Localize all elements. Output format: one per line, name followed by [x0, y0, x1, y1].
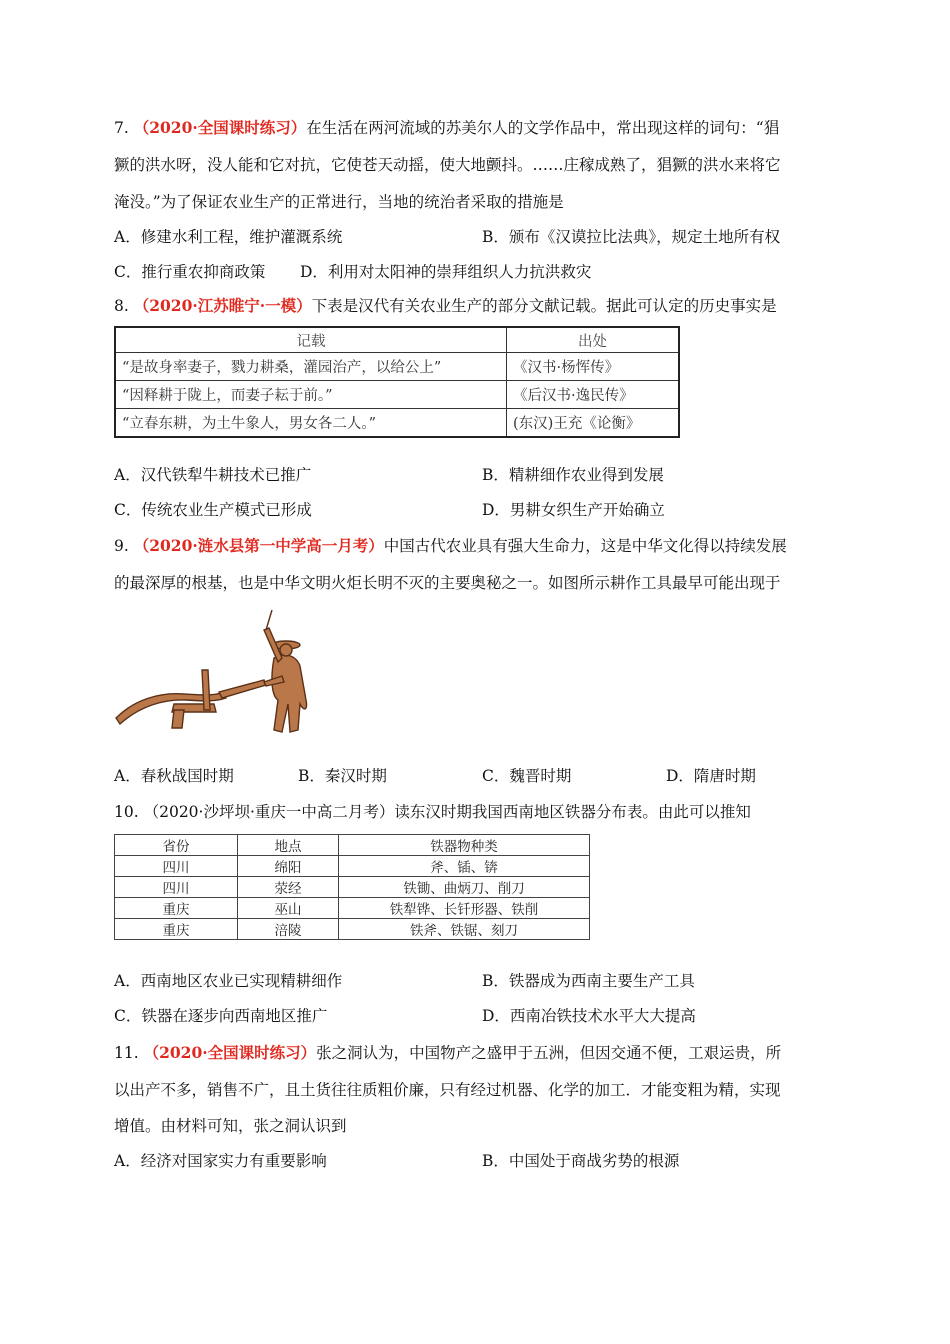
q7-option-b[interactable]: B．颁布《汉谟拉比法典》，规定土地所有权 — [482, 228, 781, 246]
q11-stem-2: 以出产不多，销售不广，且土货往往质粗价廉，只有经过机器、化学的加工．才能变粗为精，实现 — [114, 1081, 781, 1099]
table-cell: “是故身率妻子，戮力耕桑，灌园治产，以给公上” — [115, 353, 507, 381]
q10-number: 10. — [114, 803, 139, 821]
q11-source: （2020·全国课时练习） — [143, 1043, 317, 1062]
q10-line-1 — [114, 802, 751, 822]
q11-option-b[interactable]: B．中国处于商战劣势的根源 — [482, 1152, 680, 1170]
table-cell: 铁犁铧、长钎形器、铁削 — [339, 898, 590, 919]
q8-option-a[interactable]: A．汉代铁犁牛耕技术已推广 — [114, 466, 312, 484]
q9-option-a[interactable]: A．春秋战国时期 — [114, 767, 234, 785]
table-cell: 四川 — [115, 877, 238, 898]
q8-option-c[interactable]: C．传统农业生产模式已形成 — [114, 501, 312, 519]
q7-option-a[interactable]: A．修建水利工程，维护灌溉系统 — [114, 228, 343, 246]
table-cell: 荥经 — [238, 877, 339, 898]
q10-source: （2020·沙坪坝·重庆一中高二月考） — [143, 803, 395, 821]
q11-stem-1: 张之洞认为，中国物产之盛甲于五洲，但因交通不便，工艰运贵，所 — [316, 1044, 782, 1062]
table-cell: 绵阳 — [238, 856, 339, 877]
table-cell: 铁锄、曲炳刀、削刀 — [339, 877, 590, 898]
table-cell: 铁斧、铁锯、刻刀 — [339, 919, 590, 940]
q9-number: 9. — [114, 537, 129, 555]
q11-line-1 — [114, 1043, 781, 1063]
table-header-cell: 地点 — [238, 835, 339, 856]
q8-source: （2020·江苏睢宁·一模） — [133, 296, 312, 315]
q10-table — [114, 834, 590, 940]
table-cell: “立春东耕，为土牛象人，男女各二人。” — [115, 409, 507, 438]
table-cell: “因释耕于陇上，而妻子耘于前。” — [115, 381, 507, 409]
q8-stem: 下表是汉代有关农业生产的部分文献记载。据此可认定的历史事实是 — [311, 297, 777, 315]
table-row — [115, 381, 679, 409]
table-row — [115, 409, 679, 438]
q7-source: （2020·全国课时练习） — [133, 118, 307, 137]
q7-option-c[interactable]: C．推行重农抑商政策 — [114, 263, 266, 281]
q8-line-1 — [114, 296, 777, 316]
table-header-cell: 出处 — [507, 327, 680, 353]
q9-option-d[interactable]: D．隋唐时期 — [666, 767, 756, 785]
q9-option-c[interactable]: C．魏晋时期 — [482, 767, 572, 785]
q10-stem: 读东汉时期我国西南地区铁器分布表。由此可以推知 — [394, 803, 751, 821]
q11-number: 11. — [114, 1044, 139, 1062]
q8-table — [114, 326, 680, 438]
q7-stem-2: 獗的洪水呀，没人能和它对抗，它使苍天动摇，使大地颤抖。……庄稼成熟了，猖獗的洪水来将它 — [114, 156, 781, 174]
table-row — [115, 898, 590, 919]
table-row — [115, 856, 590, 877]
table-cell: 重庆 — [115, 919, 238, 940]
q11-stem-3: 增值。由材料可知，张之洞认识到 — [114, 1117, 347, 1135]
q9-stem-2: 的最深厚的根基，也是中华文明火炬长明不灭的主要奥秘之一。如图所示耕作工具最早可能出现于 — [114, 574, 781, 592]
q7-number: 7. — [114, 119, 129, 137]
table-cell: 四川 — [115, 856, 238, 877]
q10-option-b[interactable]: B．铁器成为西南主要生产工具 — [482, 972, 695, 990]
table-row — [115, 919, 590, 940]
table-header-row — [115, 327, 679, 353]
plow-illustration — [114, 600, 314, 740]
table-header-row — [115, 835, 590, 856]
table-cell: (东汉)王充《论衡》 — [507, 409, 680, 438]
table-cell: 斧、锸、锛 — [339, 856, 590, 877]
table-cell: 《后汉书·逸民传》 — [507, 381, 680, 409]
q9-stem-1: 中国古代农业具有强大生命力，这是中华文化得以持续发展 — [383, 537, 787, 555]
table-header-cell: 省份 — [115, 835, 238, 856]
table-row — [115, 877, 590, 898]
q8-number: 8. — [114, 297, 129, 315]
q9-source: （2020·涟水县第一中学高一月考） — [133, 536, 384, 555]
table-cell: 重庆 — [115, 898, 238, 919]
q7-stem-3: 淹没。”为了保证农业生产的正常进行，当地的统治者采取的措施是 — [114, 193, 564, 211]
table-cell: 涪陵 — [238, 919, 339, 940]
table-row — [115, 353, 679, 381]
q7-option-d[interactable]: D．利用对太阳神的崇拜组织人力抗洪救灾 — [300, 263, 592, 281]
q11-option-a[interactable]: A．经济对国家实力有重要影响 — [114, 1152, 327, 1170]
table-cell: 《汉书·杨恽传》 — [507, 353, 680, 381]
table-cell: 巫山 — [238, 898, 339, 919]
q10-option-c[interactable]: C．铁器在逐步向西南地区推广 — [114, 1007, 328, 1025]
q8-option-d[interactable]: D．男耕女织生产开始确立 — [482, 501, 665, 519]
q10-option-d[interactable]: D．西南冶铁技术水平大大提高 — [482, 1007, 696, 1025]
table-header-cell: 记载 — [115, 327, 507, 353]
q7-line-1 — [114, 118, 779, 138]
q9-line-1 — [114, 536, 787, 556]
q7-stem-1: 在生活在两河流域的苏美尔人的文学作品中，常出现这样的词句：“猖 — [306, 119, 780, 137]
q10-option-a[interactable]: A．西南地区农业已实现精耕细作 — [114, 972, 343, 990]
table-header-cell: 铁器物种类 — [339, 835, 590, 856]
q9-option-b[interactable]: B．秦汉时期 — [298, 767, 387, 785]
q8-option-b[interactable]: B．精耕细作农业得到发展 — [482, 466, 664, 484]
